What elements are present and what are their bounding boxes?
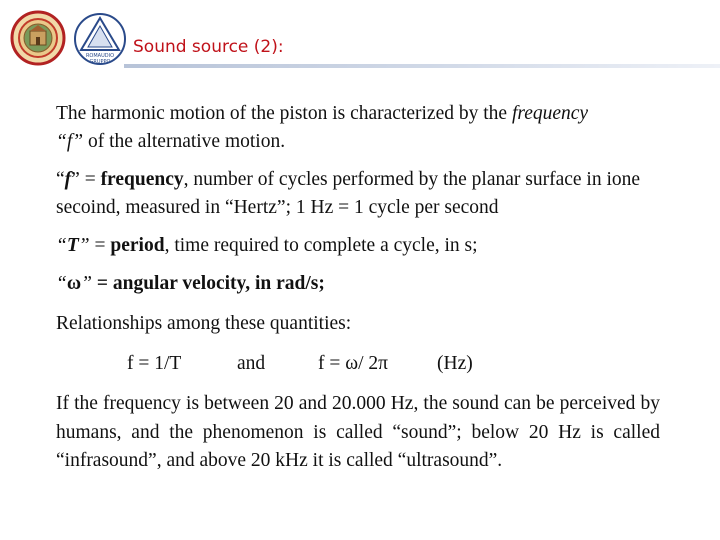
p4-quote-open: “: [56, 273, 67, 294]
p2-quote-open: “: [56, 169, 65, 190]
formula-and: and: [237, 353, 266, 374]
p2-equals: =: [79, 169, 101, 190]
p1-text-a: The harmonic motion of the piston is characterized by the: [56, 103, 512, 124]
p1-f-symbol: “f”: [56, 131, 84, 152]
p4-quote-close: ”: [81, 273, 92, 294]
paragraph-frequency-intro: [56, 100, 660, 156]
logo2-line-1: ROMAUDIO: [85, 53, 115, 59]
formula-unit: (Hz): [437, 353, 473, 374]
p3-quote-open: “: [56, 235, 67, 256]
p3-term: period: [110, 235, 165, 256]
paragraph-frequency-definition: [56, 166, 660, 222]
logo2-line-2: GRUPPO: [89, 59, 111, 65]
p4-omega-symbol: ω: [66, 273, 82, 294]
paragraph-relationships: Relationships among these quantities:: [56, 313, 352, 334]
university-seal-logo: [10, 10, 66, 66]
p3-definition: , time required to complete a cycle, in s;: [164, 235, 478, 256]
p2-definition: , number of cycles performed by the planar surface in ione secoind, measured in “Hertz”; 1 Hz = 1 cycle per second: [56, 169, 641, 218]
p1-text-c: of the alternative motion.: [83, 131, 286, 152]
p2-term: frequency: [100, 169, 184, 190]
formula-f-omega: f = ω/ 2π: [318, 353, 388, 374]
paragraph-frequency-ranges: If the frequency is between 20 and 20.000 Hz, the sound can be perceived by humans, and the phenomenon is called “sound”; below 20 Hz is called “infrasound”, and above 20 kHz it is called “ultrasound”.: [56, 393, 660, 471]
audio-group-logo: [70, 12, 130, 66]
formula-f-period: f = 1/T: [127, 353, 182, 374]
p3-quote-close: ”: [78, 235, 90, 256]
title-underline: [124, 64, 720, 68]
p2-f-symbol: f: [64, 169, 72, 190]
paragraph-angular-velocity: [56, 270, 660, 298]
p3-t-symbol: T: [66, 235, 79, 256]
slide-title: Sound source (2):: [133, 37, 284, 57]
p4-term: = angular velocity, in rad/s;: [91, 273, 325, 294]
p3-equals: =: [89, 235, 111, 256]
paragraph-period-definition: [56, 232, 660, 260]
p2-quote-close: ”: [71, 169, 80, 190]
p1-em-frequency: frequency: [511, 103, 589, 124]
